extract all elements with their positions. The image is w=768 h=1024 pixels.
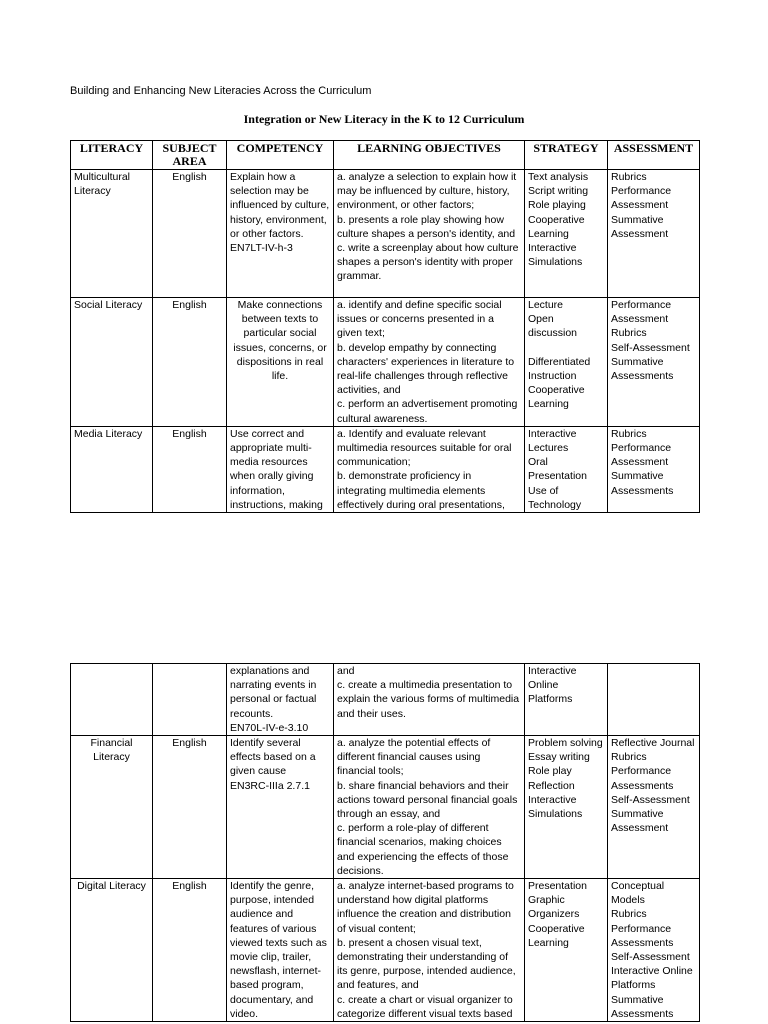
subject-cell: English xyxy=(153,298,227,427)
literacy-cell: Media Literacy xyxy=(71,426,153,512)
competency-cell: Make connections between texts to particular social issues, concerns, or dispositions in real life. xyxy=(227,298,334,427)
assessment-cell: Performance Assessment Rubrics Self-Assessment Summative Assessments xyxy=(608,298,700,427)
strategy-cell: Interactive Online Platforms xyxy=(525,664,608,736)
strategy-cell: Interactive Lectures Oral Presentation Use of Technology xyxy=(525,426,608,512)
table-row xyxy=(71,664,700,736)
strategy-cell: Text analysis Script writing Role playing Cooperative Learning Interactive Simulations xyxy=(525,170,608,298)
table-row xyxy=(71,298,700,427)
subject-cell: English xyxy=(153,426,227,512)
competency-cell: explanations and narrating events in personal or factual recounts. EN70L-IV-e-3.10 xyxy=(227,664,334,736)
assessment-cell: Rubrics Performance Assessment Summative Assessment xyxy=(608,170,700,298)
table-row xyxy=(71,879,700,1022)
literacy-cell: Financial Literacy xyxy=(71,736,153,879)
strategy-cell: Presentation Graphic Organizers Cooperative Learning xyxy=(525,879,608,1022)
column-header-learning-objectives: LEARNING OBJECTIVES xyxy=(334,141,525,170)
assessment-cell: Reflective Journal Rubrics Performance Assessments Self-Assessment Summative Assessment xyxy=(608,736,700,879)
objectives-cell: a. analyze a selection to explain how it may be influenced by culture, history, environment, or other factors; b. presents a role play showing how culture shapes a person's identity, and c. write a screenplay about how culture shapes a person's identity with proper grammar. xyxy=(334,170,525,298)
objectives-cell: a. analyze internet-based programs to understand how digital platforms influence the creation and distribution of visual content; b. present a chosen visual text, demonstrating their understanding of its genre, purpose, intended audience, and features, and c. create a chart or visual organizer to categorize different visual texts based xyxy=(334,879,525,1022)
assessment-cell xyxy=(608,664,700,736)
running-header: Building and Enhancing New Literacies Across the Curriculum xyxy=(70,85,372,97)
column-header-literacy: LITERACY xyxy=(71,141,153,170)
assessment-cell: Rubrics Performance Assessment Summative Assessments xyxy=(608,426,700,512)
subject-cell: English xyxy=(153,170,227,298)
strategy-cell: Problem solving Essay writing Role play Reflection Interactive Simulations xyxy=(525,736,608,879)
column-header-strategy: STRATEGY xyxy=(525,141,608,170)
competency-cell: Explain how a selection may be influenced by culture, history, environment, or other factors. EN7LT-IV-h-3 xyxy=(227,170,334,298)
table-header-row xyxy=(71,141,700,170)
literacy-cell: Social Literacy xyxy=(71,298,153,427)
subject-cell xyxy=(153,664,227,736)
table-row xyxy=(71,426,700,512)
literacy-table-part-1 xyxy=(70,140,700,513)
table-title: Integration or New Literacy in the K to 12 Curriculum xyxy=(243,112,525,126)
column-header-subject-area: SUBJECT AREA xyxy=(153,141,227,170)
competency-cell: Identify the genre, purpose, intended audience and features of various viewed texts such as movie clip, trailer, newsflash, internet-based program, documentary, and video. xyxy=(227,879,334,1022)
subject-cell: English xyxy=(153,879,227,1022)
table-row xyxy=(71,170,700,298)
column-header-competency: COMPETENCY xyxy=(227,141,334,170)
competency-cell: Use correct and appropriate multi-media resources when orally giving information, instructions, making xyxy=(227,426,334,512)
table-row xyxy=(71,736,700,879)
literacy-cell: Multicultural Literacy xyxy=(71,170,153,298)
competency-cell: Identify several effects based on a given cause EN3RC-IIIa 2.7.1 xyxy=(227,736,334,879)
objectives-cell: a. identify and define specific social issues or concerns presented in a given text; b. develop empathy by connecting characters' experiences in literature to real-life challenges through reflective activities, and c. perform an advertisement promoting cultural awareness. xyxy=(334,298,525,427)
assessment-cell: Conceptual Models Rubrics Performance Assessments Self-Assessment Interactive Online Platforms Summative Assessments xyxy=(608,879,700,1022)
literacy-cell: Digital Literacy xyxy=(71,879,153,1022)
column-header-assessment: ASSESSMENT xyxy=(608,141,700,170)
literacy-cell xyxy=(71,664,153,736)
objectives-cell: a. Identify and evaluate relevant multimedia resources suitable for oral communication; b. demonstrate proficiency in integrating multimedia elements effectively during oral presentations, xyxy=(334,426,525,512)
strategy-cell: Lecture Open discussion Differentiated Instruction Cooperative Learning xyxy=(525,298,608,427)
literacy-table-part-2 xyxy=(70,663,700,1022)
objectives-cell: and c. create a multimedia presentation to explain the various forms of multimedia and their uses. xyxy=(334,664,525,736)
subject-cell: English xyxy=(153,736,227,879)
objectives-cell: a. analyze the potential effects of different financial causes using financial tools; b. share financial behaviors and their actions toward personal financial goals through an essay, and c. perform a role-play of different financial scenarios, making choices and experiencing the effects of those decisions. xyxy=(334,736,525,879)
